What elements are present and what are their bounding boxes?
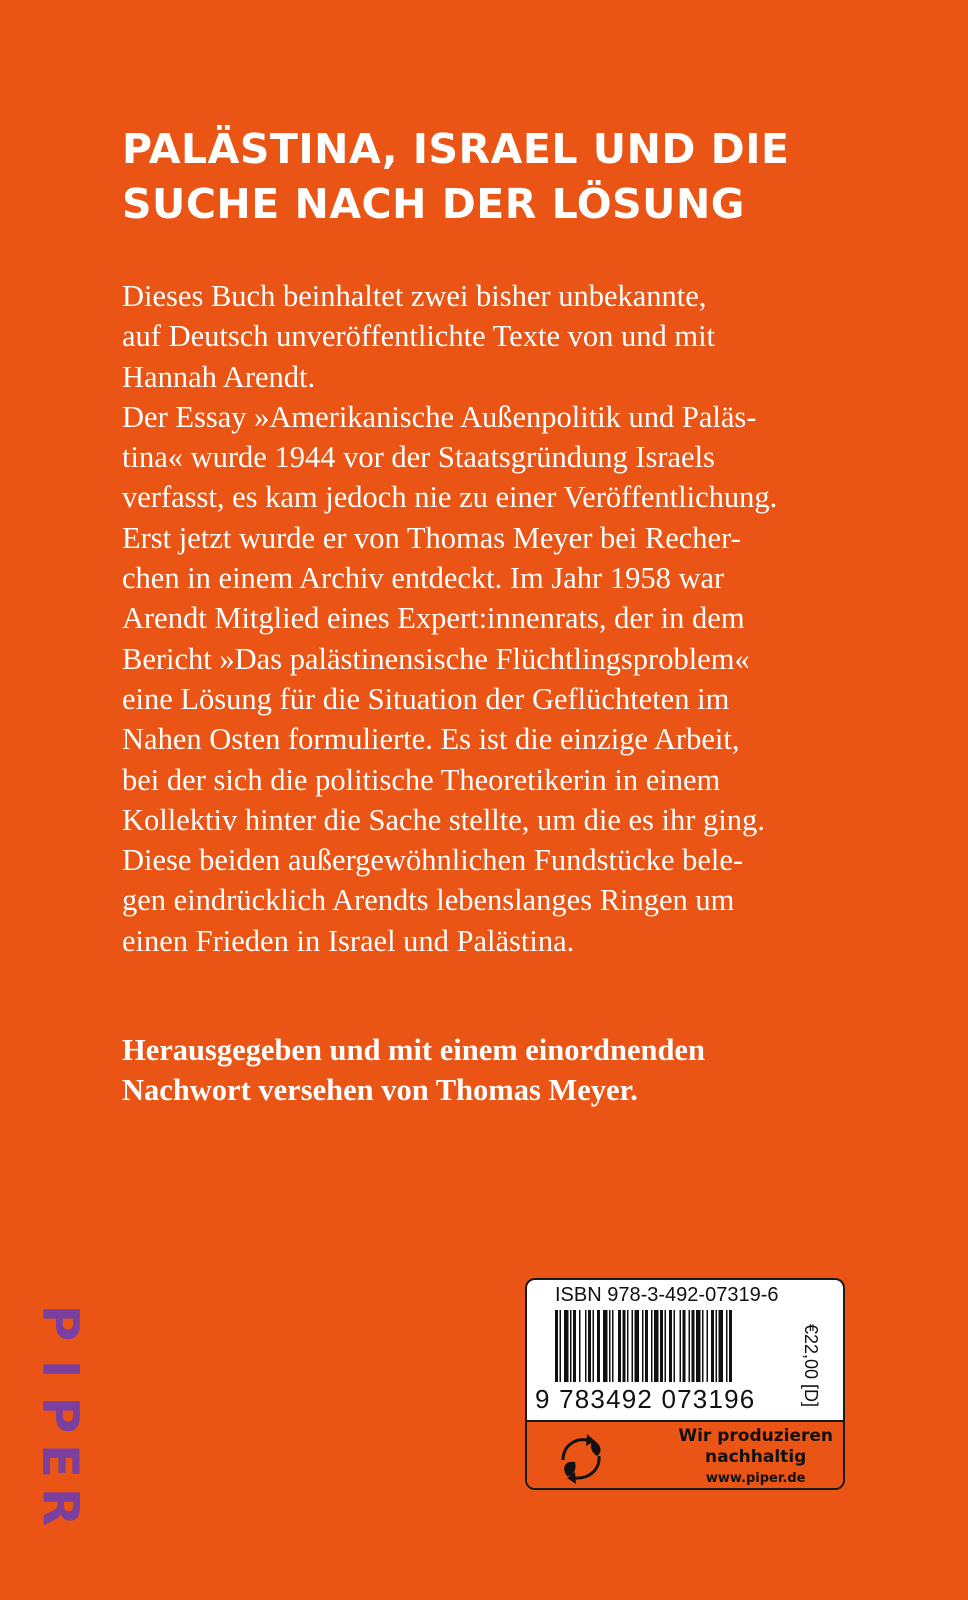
book-title: [122, 122, 902, 232]
eco-badge: [527, 1422, 843, 1488]
editor-line: Nachwort versehen von Thomas Meyer.: [122, 1073, 638, 1108]
blurb-line: tina« wurde 1944 vor der Staatsgründung Israels: [122, 440, 715, 475]
eco-line: nachhaltig: [705, 1447, 807, 1467]
barcode-panel: [525, 1278, 845, 1490]
recycle-leaves-icon: [553, 1430, 609, 1486]
eco-url: www.piper.de: [705, 1471, 806, 1486]
blurb-line: Bericht »Das palästinensische Flüchtlingsproblem«: [122, 641, 750, 676]
blurb-line: chen in einem Archiv entdeckt. Im Jahr 1958 war: [122, 561, 725, 596]
blurb-line: auf Deutsch unveröffentlichte Texte von und mit: [122, 319, 716, 354]
blurb-line: Erst jetzt wurde er von Thomas Meyer bei Recher-: [122, 520, 741, 555]
price-label-wrap: [799, 1310, 823, 1420]
publisher-letter: E: [31, 1443, 89, 1479]
publisher-letter: R: [30, 1487, 89, 1527]
editor-note: [122, 1030, 862, 1111]
price-label: €22,00 [D]: [801, 1323, 822, 1407]
publisher-letter: P: [31, 1396, 89, 1434]
publisher-logo: [30, 1300, 90, 1530]
title-line: SUCHE NACH DER LÖSUNG: [122, 180, 745, 228]
blurb-text: [122, 276, 862, 961]
blurb-line: Diese beiden außergewöhnlichen Fundstücke bele-: [122, 843, 744, 878]
isbn-label: ISBN 978-3-492-07319-6: [555, 1284, 779, 1306]
blurb-line: einen Frieden in Israel und Palästina.: [122, 923, 575, 958]
title-line: PALÄSTINA, ISRAEL UND DIE: [122, 125, 790, 173]
blurb-line: Der Essay »Amerikanische Außenpolitik und Paläs-: [122, 399, 757, 434]
ean-number: 9 783492 073196: [535, 1384, 756, 1414]
barcode-icon: [555, 1310, 793, 1382]
blurb-line: gen eindrücklich Arendts lebenslanges Ringen um: [122, 883, 735, 918]
blurb-line: Dieses Buch beinhaltet zwei bisher unbekannte,: [122, 279, 707, 313]
editor-line: Herausgegeben und mit einem einordnenden: [122, 1033, 705, 1067]
blurb-line: bei der sich die politische Theoretikerin in einem: [122, 762, 721, 797]
eco-text: [678, 1426, 833, 1489]
blurb-line: eine Lösung für die Situation der Geflüchteten im: [122, 681, 730, 716]
blurb-line: Arendt Mitglied eines Expert:innenrats, der in dem: [122, 601, 745, 636]
blurb-line: Kollektiv hinter die Sache stellte, um die es ihr ging.: [122, 802, 765, 837]
blurb-line: verfasst, es kam jedoch nie zu einer Veröffentlichung.: [122, 480, 778, 515]
eco-line: Wir produzieren: [678, 1426, 833, 1446]
publisher-letter: P: [31, 1304, 89, 1342]
blurb-line: Hannah Arendt.: [122, 359, 316, 394]
publisher-letter: I: [30, 1359, 89, 1379]
blurb-line: Nahen Osten formulierte. Es ist die einzige Arbeit,: [122, 722, 740, 757]
